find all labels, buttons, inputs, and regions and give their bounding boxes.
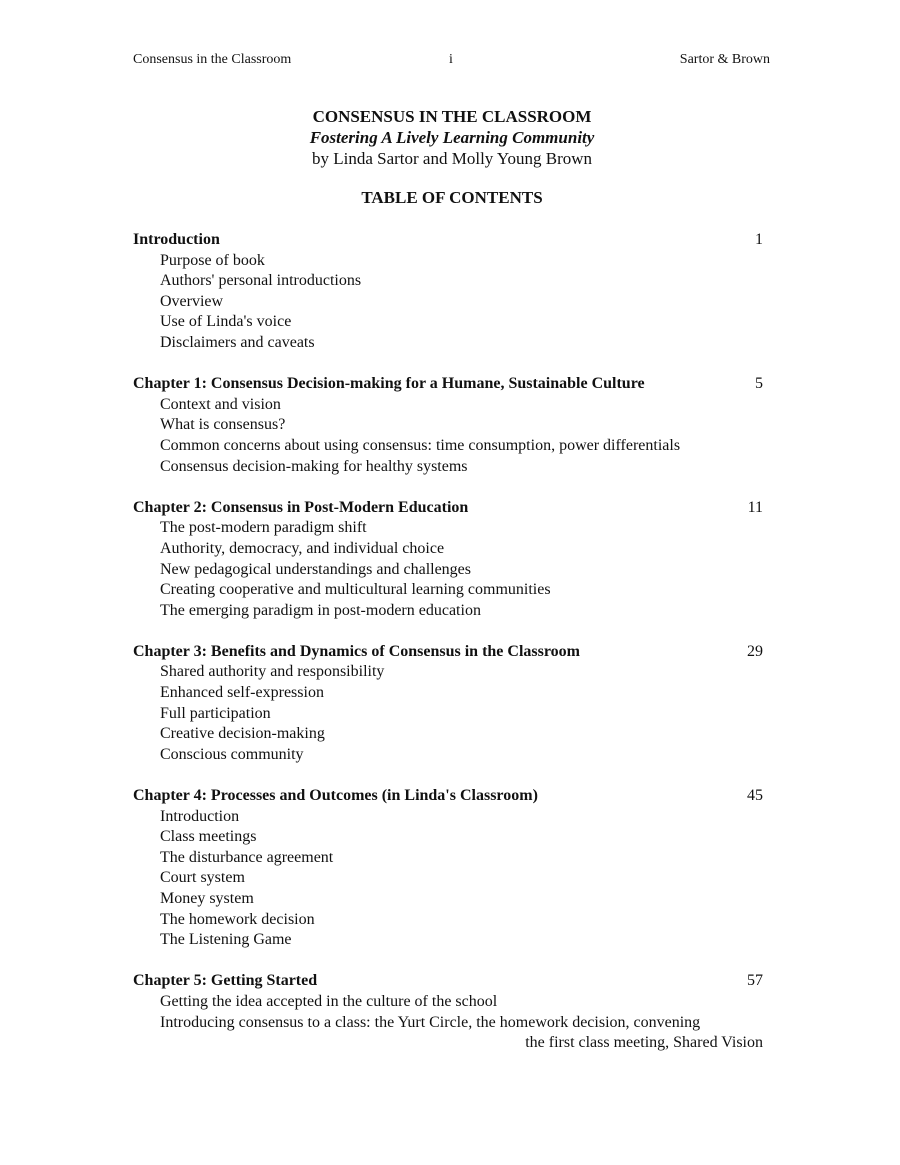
toc-entry[interactable] <box>133 498 763 519</box>
header-page-number: i <box>449 52 453 67</box>
chapter-title: Introduction <box>133 231 220 248</box>
chapter-title: Chapter 4: Processes and Outcomes (in Linda's Classroom) <box>133 787 538 805</box>
toc-subitem: Consensus decision-making for healthy systems <box>160 457 468 475</box>
chapter-page: 11 <box>747 498 763 516</box>
toc-entry[interactable] <box>133 374 763 395</box>
running-header <box>133 52 770 72</box>
table-of-contents <box>133 230 763 1074</box>
chapter-title: Chapter 3: Benefits and Dynamics of Consensus in the Classroom <box>133 642 580 660</box>
toc-subitem: The post-modern paradigm shift <box>160 519 367 537</box>
title-block <box>0 106 900 169</box>
header-book-title: Consensus in the Classroom <box>133 52 292 67</box>
chapter-title: Chapter 5: Getting Started <box>133 972 318 990</box>
toc-subitem: Introduction <box>160 807 240 825</box>
book-title: CONSENSUS IN THE CLASSROOM <box>312 107 592 126</box>
toc-subitem: Disclaimers and caveats <box>160 333 315 351</box>
toc-subitem: Getting the idea accepted in the culture of the school <box>160 992 498 1010</box>
toc-subitem: The homework decision <box>160 910 315 928</box>
toc-subitem: Court system <box>160 869 245 887</box>
toc-subitem: Conscious community <box>160 745 304 763</box>
book-authors: by Linda Sartor and Molly Young Brown <box>311 149 593 168</box>
toc-subitem: Enhanced self-expression <box>160 684 324 702</box>
toc-entry[interactable] <box>133 971 763 992</box>
toc-subitem: Use of Linda's voice <box>160 313 292 331</box>
toc-section-chapter-1 <box>133 374 763 477</box>
toc-entry[interactable] <box>133 642 763 663</box>
toc-entry[interactable] <box>133 786 763 807</box>
toc-section-chapter-2 <box>133 498 763 622</box>
header-authors: Sartor & Brown <box>679 52 770 67</box>
toc-section-chapter-3 <box>133 642 763 766</box>
toc-subitem: Class meetings <box>160 828 257 846</box>
chapter-page: 29 <box>747 642 763 660</box>
book-subtitle: Fostering A Lively Learning Community <box>309 128 595 147</box>
toc-subitem: Overview <box>160 292 224 310</box>
chapter-page: 57 <box>747 972 763 990</box>
toc-section-introduction <box>133 230 763 354</box>
toc-entry[interactable] <box>133 230 763 251</box>
toc-heading: TABLE OF CONTENTS <box>361 188 543 207</box>
chapter-page: 45 <box>747 787 763 805</box>
toc-section-chapter-4 <box>133 786 763 951</box>
toc-subitem: The Listening Game <box>160 931 292 949</box>
toc-subitem: Shared authority and responsibility <box>160 663 385 681</box>
toc-subitem: The disturbance agreement <box>160 848 334 866</box>
toc-subitem: Introducing consensus to a class: the Yurt Circle, the homework decision, convening <box>160 1013 701 1031</box>
toc-subitem: Authority, democracy, and individual choice <box>160 539 445 557</box>
toc-subitem: New pedagogical understandings and challenges <box>160 560 472 578</box>
toc-subitem: Context and vision <box>160 395 281 413</box>
toc-subitem: Authors' personal introductions <box>160 272 362 290</box>
chapter-title: Chapter 2: Consensus in Post-Modern Education <box>133 498 469 516</box>
toc-subitem: The emerging paradigm in post-modern education <box>160 601 481 619</box>
toc-subitem: Common concerns about using consensus: time consumption, power differentials <box>160 436 681 454</box>
toc-subitem: Full participation <box>160 704 271 722</box>
toc-subitem: Purpose of book <box>160 251 265 269</box>
toc-subitem: Creative decision-making <box>160 725 325 743</box>
toc-subitem: What is consensus? <box>160 416 286 434</box>
chapter-page: 1 <box>755 231 763 248</box>
toc-subitem: Money system <box>160 890 254 907</box>
toc-subitem: Creating cooperative and multicultural learning communities <box>160 581 551 599</box>
toc-section-chapter-5 <box>133 971 763 1053</box>
chapter-page: 5 <box>755 375 763 393</box>
toc-subitem-continuation: the first class meeting, Shared Vision <box>525 1034 763 1052</box>
chapter-title: Chapter 1: Consensus Decision-making for a Humane, Sustainable Culture <box>133 375 645 393</box>
